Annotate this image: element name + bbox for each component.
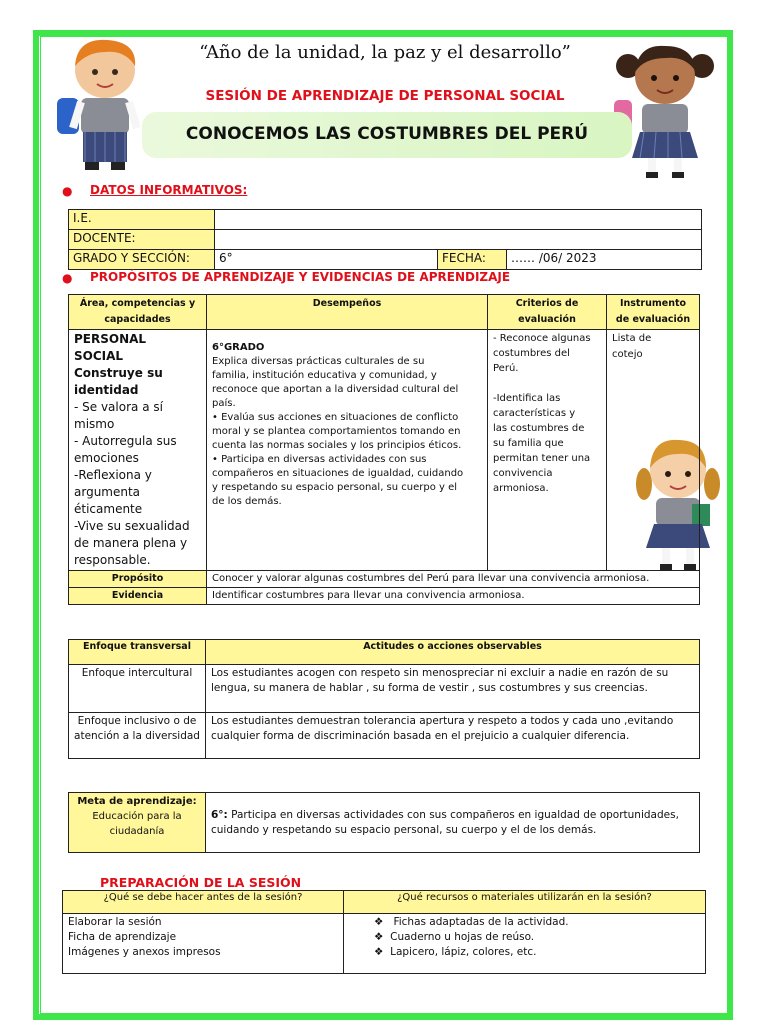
criterios-cell — [488, 330, 607, 571]
desempeno-line: moral y se plantea comportamientos tomando en — [212, 426, 461, 437]
session-title: SESIÓN DE APRENDIZAJE DE PERSONAL SOCIAL — [205, 88, 565, 104]
meta-label: Meta de aprendizaje: — [77, 796, 197, 807]
year-motto: “Año de la unidad, la paz y el desarrollo” — [199, 42, 571, 63]
desempeno-line: familia, institución educativa y comunidad, y — [212, 370, 437, 381]
criterio-line: las costumbres de — [493, 423, 585, 434]
docente-label: DOCENTE: — [69, 230, 215, 250]
desempeno-line: • Evalúa sus acciones en situaciones de conflicto — [212, 412, 459, 423]
area-line: mismo — [74, 417, 115, 431]
preparacion-table — [62, 890, 706, 974]
col-instrumento-header: Instrumento de evaluación — [607, 295, 700, 330]
area-line: -Reflexiona y — [74, 468, 152, 482]
col-area-header: Área, competencias y capacidades — [69, 295, 207, 330]
area-line: Construye su — [74, 366, 163, 380]
ie-field[interactable] — [215, 210, 702, 230]
meta-text: Participa en diversas actividades con sus compañeros en igualdad de oportunidades, cuidando y respetando su espacio personal, su cuerpo y el de los demás. — [211, 808, 679, 836]
desempeno-line: reconoce que aportan a la diversidad cultural del — [212, 384, 459, 395]
area-line: argumenta — [74, 485, 141, 499]
meta-grado: 6°: — [211, 808, 228, 821]
evidencia-label: Evidencia — [69, 588, 207, 605]
desempeno-line: y respetando su espacio personal, su cuerpo y el — [212, 482, 458, 493]
col-criterios-header: Criterios de evaluación — [488, 295, 607, 330]
preparacion-heading: PREPARACIÓN DE LA SESIÓN — [100, 875, 302, 890]
fecha-label: FECHA: — [438, 250, 507, 270]
desempeno-line: cuenta las normas sociales y los principios éticos. — [212, 440, 462, 451]
grado-value[interactable]: 6° — [215, 250, 438, 270]
ie-label: I.E. — [69, 210, 215, 230]
desempeno-line: país. — [212, 398, 236, 409]
criterio-line: convivencia — [493, 468, 553, 479]
antes-item: Imágenes y anexos impresos — [68, 946, 221, 958]
diamond-bullet-icon: ❖ — [374, 931, 384, 943]
area-line: responsable. — [74, 553, 151, 567]
boy-illustration — [55, 36, 155, 176]
proposito-label: Propósito — [69, 571, 207, 588]
area-line: identidad — [74, 383, 139, 397]
meta-table — [68, 792, 700, 853]
datos-table — [68, 209, 702, 270]
propositos-heading: PROPÓSITOS DE APRENDIZAJE Y EVIDENCIAS DE APRENDIZAJE — [90, 270, 511, 284]
desempeno-line: Explica diversas prácticas culturales de su — [212, 356, 425, 367]
criterio-line: características y — [493, 408, 576, 419]
criterio-line: permitan tener una — [493, 453, 591, 464]
antes-item: Ficha de aprendizaje — [68, 931, 177, 943]
enfoque-name: Enfoque intercultural — [69, 665, 206, 713]
propositos-table — [68, 294, 700, 605]
main-title: CONOCEMOS LAS COSTUMBRES DEL PERÚ — [185, 124, 589, 144]
enfoque-header: Enfoque transversal — [69, 640, 206, 665]
area-line: SOCIAL — [74, 349, 124, 363]
enfoque-text: Los estudiantes demuestran tolerancia apertura y respeto a todos y cada uno ,evitando cualquier forma de discriminación basada en el prejuicio a cualquier diferencia. — [206, 713, 700, 759]
recursos-header: ¿Qué recursos o materiales utilizarán en la sesión? — [344, 891, 706, 914]
girl-illustration — [610, 40, 720, 180]
area-line: - Se valora a sí — [74, 400, 163, 414]
bullet-icon: ● — [62, 184, 73, 198]
instrumento-line: cotejo — [612, 349, 643, 360]
docente-field[interactable] — [215, 230, 702, 250]
desempeno-line: compañeros en situaciones de igualdad, cuidando — [212, 468, 464, 479]
recurso-item: Cuaderno u hojas de reúso. — [390, 931, 535, 943]
instrumento-line: Lista de — [612, 333, 652, 344]
area-line: -Vive su sexualidad — [74, 519, 190, 533]
meta-text-cell — [206, 793, 700, 853]
desempenos-cell — [207, 330, 488, 571]
diamond-bullet-icon: ❖ — [374, 946, 384, 958]
fecha-value[interactable]: …… /06/ 2023 — [507, 250, 702, 270]
grado-label: GRADO Y SECCIÓN: — [69, 250, 215, 270]
antes-cell — [63, 914, 344, 974]
antes-item: Elaborar la sesión — [68, 916, 162, 928]
criterio-line: Perú. — [493, 363, 519, 374]
diamond-bullet-icon: ❖ — [374, 916, 384, 928]
area-line: - Autorregula sus — [74, 434, 177, 448]
criterio-line: su familia que — [493, 438, 564, 449]
criterio-line: -Identifica las — [493, 393, 561, 404]
enfoque-name: Enfoque inclusivo o de atención a la diversidad — [69, 713, 206, 759]
enfoque-text: Los estudiantes acogen con respeto sin menospreciar ni excluir a nadie en razón de su lengua, su manera de hablar , su forma de vestir , sus costumbres y sus creencias. — [206, 665, 700, 713]
area-line: emociones — [74, 451, 139, 465]
datos-heading: DATOS INFORMATIVOS: — [90, 183, 248, 197]
evidencia-value: Identificar costumbres para llevar una convivencia armoniosa. — [207, 588, 700, 605]
area-line: PERSONAL — [74, 332, 147, 346]
area-cell — [69, 330, 207, 571]
col-desempenos-header: Desempeños — [207, 295, 488, 330]
desempeno-line: • Participa en diversas actividades con sus — [212, 454, 427, 465]
antes-header: ¿Qué se debe hacer antes de la sesión? — [63, 891, 344, 914]
proposito-value: Conocer y valorar algunas costumbres del Perú para llevar una convivencia armoniosa. — [207, 571, 700, 588]
recurso-item: Lapicero, lápiz, colores, etc. — [390, 946, 537, 958]
criterio-line: - Reconoce algunas — [493, 333, 591, 344]
meta-area: Educación para la ciudadanía — [92, 811, 182, 837]
criterio-line: costumbres del — [493, 348, 570, 359]
area-line: de manera plena y — [74, 536, 188, 550]
actitudes-header: Actitudes o acciones observables — [206, 640, 700, 665]
criterio-line: armoniosa. — [493, 483, 549, 494]
instrumento-cell — [607, 330, 700, 571]
desempeno-line: de los demás. — [212, 496, 282, 507]
grado-title: 6°GRADO — [212, 342, 265, 353]
recurso-item: Fichas adaptadas de la actividad. — [390, 916, 569, 928]
meta-cell — [69, 793, 206, 853]
area-line: éticamente — [74, 502, 143, 516]
enfoques-table — [68, 639, 700, 759]
recursos-cell — [344, 914, 706, 974]
bullet-icon: ● — [62, 271, 73, 285]
